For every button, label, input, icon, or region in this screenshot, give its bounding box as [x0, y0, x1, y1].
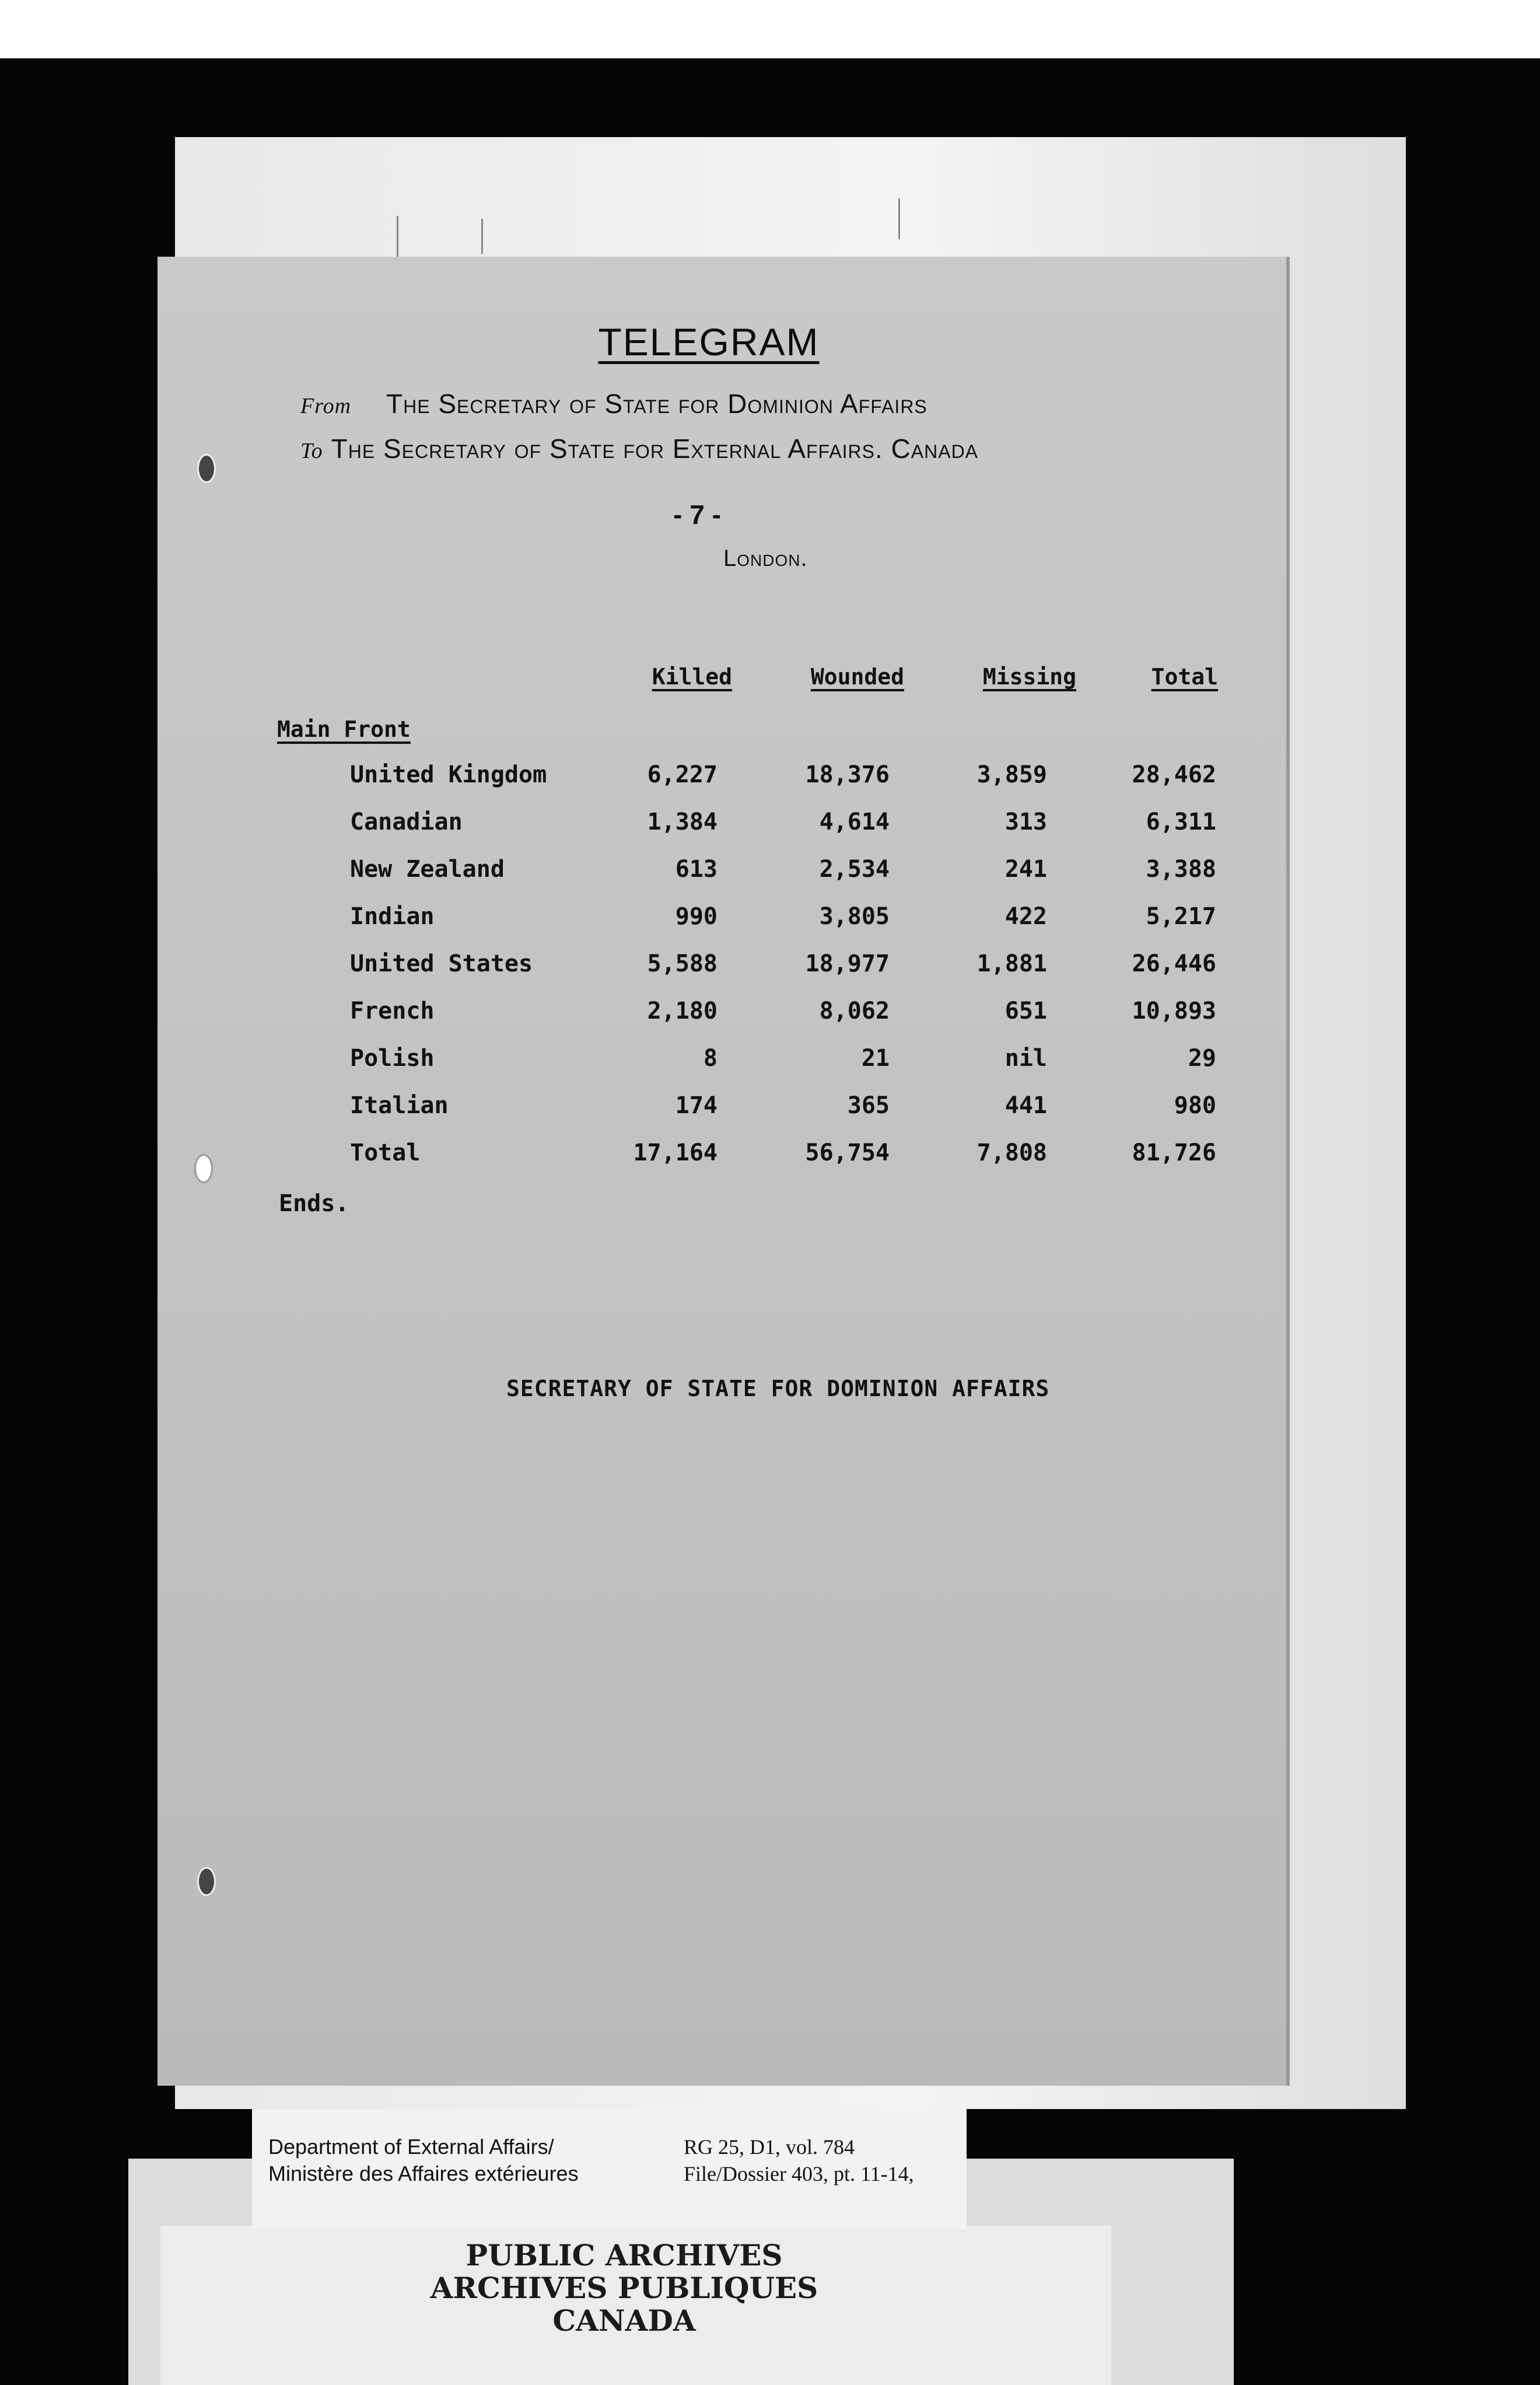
section-heading: Main Front	[277, 716, 411, 742]
scratch-mark	[898, 198, 900, 239]
missing-value: 441	[1005, 1092, 1047, 1119]
department-line: Ministère des Affaires extérieures	[268, 2162, 579, 2185]
from-line	[300, 388, 928, 419]
total-value: 3,388	[1146, 856, 1216, 883]
wounded-value: 18,977	[805, 950, 890, 977]
wounded-value: 365	[847, 1092, 890, 1119]
table-row	[0, 998, 1540, 1033]
row-label: Total	[350, 1139, 421, 1166]
row-label: United Kingdom	[350, 761, 547, 788]
table-row	[0, 1092, 1540, 1127]
missing-value: 7,808	[977, 1139, 1047, 1166]
archives-stamp	[391, 2239, 858, 2337]
total-value: 980	[1174, 1092, 1216, 1119]
column-header-missing: Missing	[982, 664, 1076, 690]
row-label: Polish	[350, 1045, 435, 1072]
total-value: 28,462	[1132, 761, 1216, 788]
table-row	[0, 856, 1540, 891]
telegram-title: TELEGRAM	[598, 320, 820, 363]
row-label: French	[350, 998, 435, 1024]
stamp-line: PUBLIC ARCHIVES	[466, 2238, 783, 2272]
to-label: To	[300, 439, 323, 463]
reference-block	[684, 2134, 914, 2187]
killed-value: 8	[703, 1045, 718, 1072]
to-text: The Secretary of State for External Affairs. Canada	[331, 433, 979, 464]
stamp-line: CANADA	[552, 2303, 696, 2338]
killed-value: 613	[675, 856, 718, 883]
table-row	[0, 903, 1540, 938]
column-header-killed: Killed	[652, 664, 732, 690]
killed-value: 6,227	[647, 761, 718, 788]
total-value: 6,311	[1146, 809, 1216, 835]
page-number: - 7 -	[673, 499, 721, 530]
total-value: 10,893	[1132, 998, 1216, 1024]
killed-value: 2,180	[647, 998, 718, 1024]
column-header-wounded: Wounded	[810, 664, 904, 690]
table-row-total	[0, 1139, 1540, 1174]
wounded-value: 21	[861, 1045, 890, 1072]
missing-value: 1,881	[977, 950, 1047, 977]
killed-value: 174	[675, 1092, 718, 1119]
to-line	[300, 433, 978, 464]
killed-value: 990	[675, 903, 718, 930]
row-label: United States	[350, 950, 533, 977]
place-name: London.	[723, 545, 808, 571]
column-header-total: Total	[1151, 664, 1218, 690]
from-label: From	[300, 394, 352, 418]
killed-value: 17,164	[633, 1139, 718, 1166]
missing-value: 241	[1005, 856, 1047, 883]
missing-value: 422	[1005, 903, 1047, 930]
reference-line: RG 25, D1, vol. 784	[684, 2135, 855, 2159]
row-label: Italian	[350, 1092, 449, 1119]
wounded-value: 4,614	[819, 809, 890, 835]
wounded-value: 3,805	[819, 903, 890, 930]
from-text: The Secretary of State for Dominion Affairs	[386, 389, 928, 419]
table-row	[0, 809, 1540, 844]
killed-value: 1,384	[647, 809, 718, 835]
wounded-value: 8,062	[819, 998, 890, 1024]
total-value: 26,446	[1132, 950, 1216, 977]
department-line: Department of External Affairs/	[268, 2135, 554, 2159]
scratch-mark	[481, 219, 483, 254]
stamp-line: ARCHIVES PUBLIQUES	[430, 2271, 818, 2305]
table-row	[0, 1045, 1540, 1080]
table-row	[0, 950, 1540, 985]
row-label: New Zealand	[350, 856, 505, 883]
department-block	[268, 2134, 579, 2187]
closing-text: Ends.	[279, 1190, 349, 1217]
archive-reference-card	[252, 2109, 967, 2229]
scratch-mark	[397, 216, 398, 257]
reference-line: File/Dossier 403, pt. 11-14,	[684, 2162, 914, 2185]
wounded-value: 18,376	[805, 761, 890, 788]
punch-hole	[197, 1867, 216, 1896]
row-label: Canadian	[350, 809, 463, 835]
row-label: Indian	[350, 903, 435, 930]
total-value: 81,726	[1132, 1139, 1216, 1166]
missing-value: 313	[1005, 809, 1047, 835]
total-value: 29	[1188, 1045, 1216, 1072]
wounded-value: 56,754	[805, 1139, 890, 1166]
missing-value: 3,859	[977, 761, 1047, 788]
total-value: 5,217	[1146, 903, 1216, 930]
table-row	[0, 761, 1540, 796]
signature-line: SECRETARY OF STATE FOR DOMINION AFFAIRS	[506, 1376, 1050, 1401]
killed-value: 5,588	[647, 950, 718, 977]
missing-value: nil	[1005, 1045, 1047, 1072]
wounded-value: 2,534	[819, 856, 890, 883]
punch-hole	[197, 454, 216, 483]
missing-value: 651	[1005, 998, 1047, 1024]
